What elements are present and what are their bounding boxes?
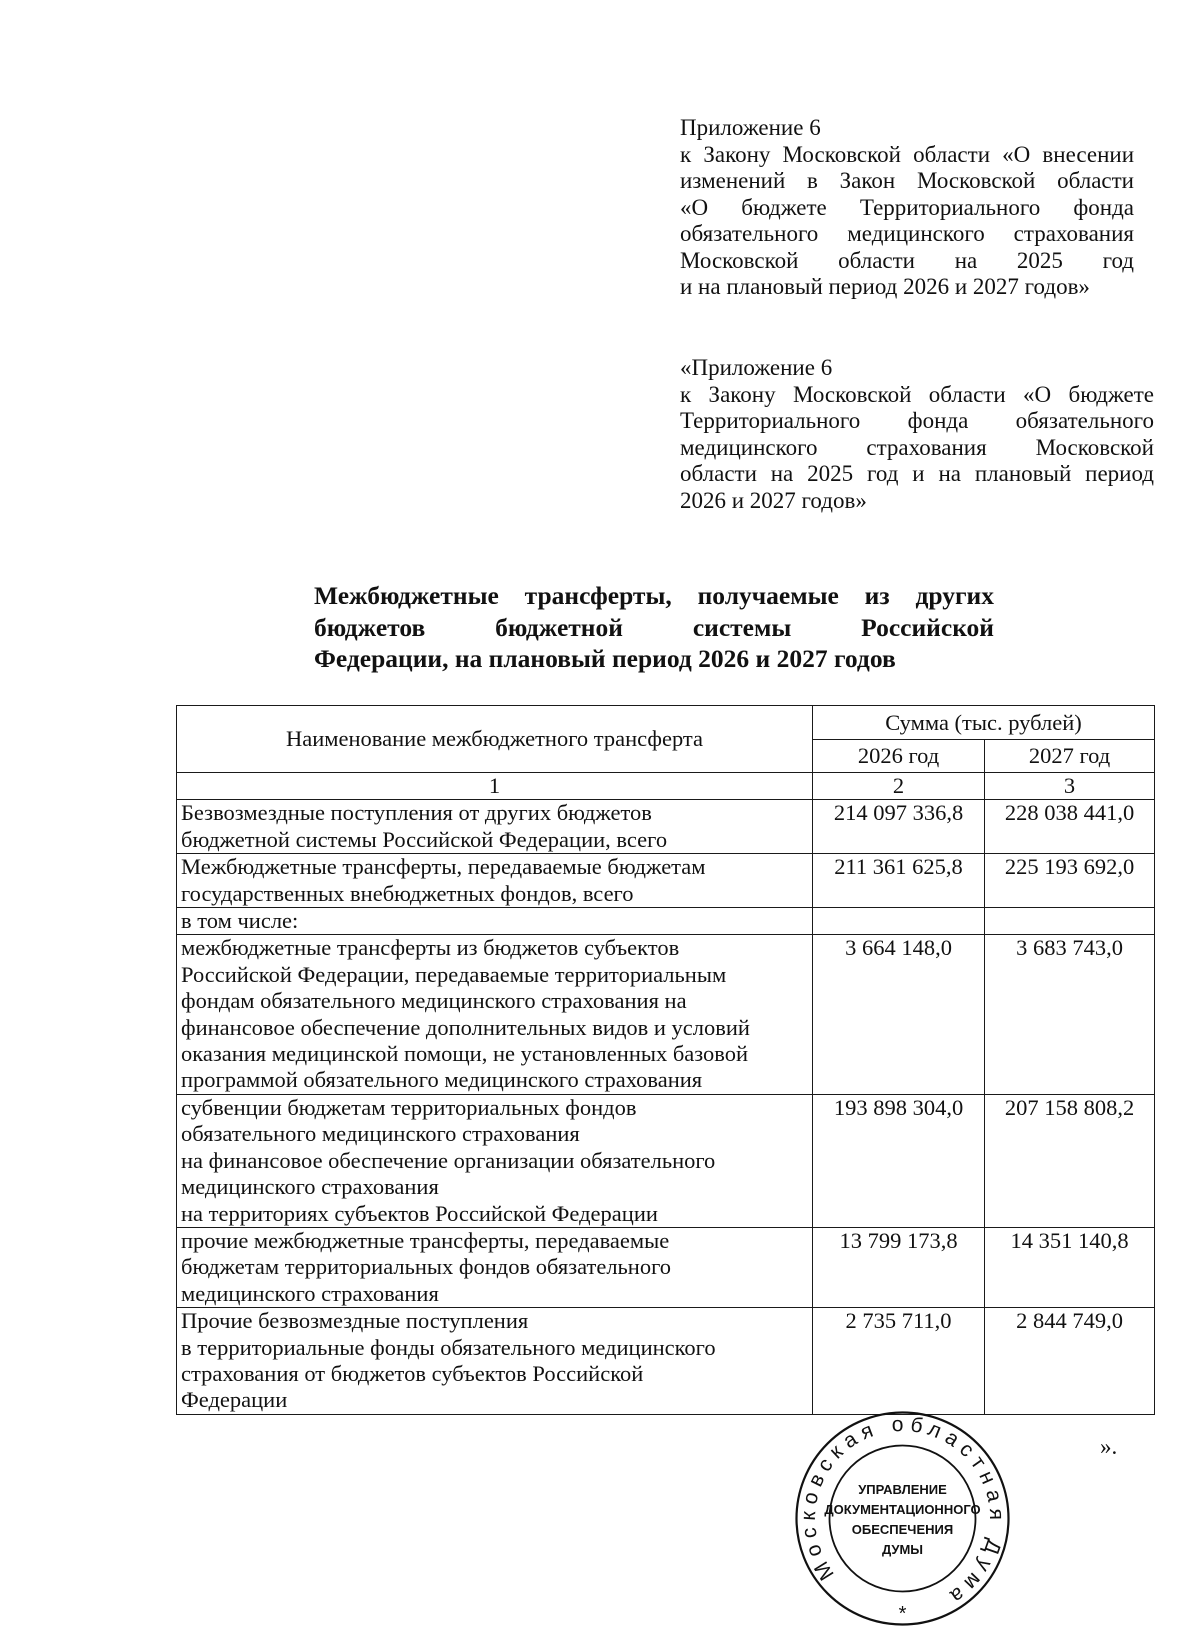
annex-line: к Закону Московской области «О бюджете [680,381,1154,407]
transfer-name-line: медицинского страхования [181,1280,439,1306]
transfer-name-cell [177,908,813,935]
amount-2027-cell: 2 844 749,0 [985,1308,1155,1415]
transfer-name-line: Межбюджетные трансферты, передаваемые бюджетам [181,854,706,880]
transfer-name-line: прочие межбюджетные трансферты, передаваемые [181,1227,670,1253]
transfer-name-line: Безвозмездные поступления от других бюджетов [181,800,652,826]
header-sum-cell: Сумма (тыс. рублей) [813,706,1155,740]
transfer-name-line: оказания медицинской помощи, не установленных базовой [181,1041,749,1067]
annex-line: «О бюджете Территориального фонда [680,194,1134,220]
amount-2026-cell: 2 735 711,0 [813,1308,985,1415]
header-year-2026: 2026 год [813,740,985,773]
transfer-name-line: страхования от бюджетов субъектов Российской [181,1360,644,1386]
transfer-name-line: Российской Федерации, передаваемые территориальным [181,961,727,987]
transfer-name-line: на территориях субъектов Российской Федерации [181,1200,658,1226]
column-number: 2 [813,773,985,800]
transfer-name-line: на финансовое обеспечение организации обязательного [181,1147,716,1173]
seal-icon [790,1406,1015,1631]
table-row [177,1227,1155,1307]
annex-line: и на плановый период 2026 и 2027 годов» [680,274,1090,299]
amount-2027-cell: 3 683 743,0 [985,935,1155,1094]
transfer-name-cell [177,1308,813,1415]
table-row [177,935,1155,1094]
document-title [314,580,994,675]
transfer-name-cell [177,800,813,854]
transfer-name-line: в территориальные фонды обязательного медицинского [181,1334,716,1360]
table-row [177,854,1155,908]
annex-line: медицинского страхования Московской [680,434,1154,460]
amount-2026-cell: 3 664 148,0 [813,935,985,1094]
header-name-cell: Наименование межбюджетного трансферта [177,706,813,773]
official-seal [790,1406,1015,1631]
seal-center-line: ОБЕСПЕЧЕНИЯ [851,1522,954,1537]
amount-2026-cell: 214 097 336,8 [813,800,985,854]
transfer-name-line: бюджетам территориальных фондов обязательного [181,1254,672,1280]
transfer-name-cell [177,935,813,1094]
amount-2027-cell: 225 193 692,0 [985,854,1155,908]
closing-quote: ». [1100,1434,1118,1459]
transfer-name-line: межбюджетные трансферты из бюджетов субъектов [181,935,680,961]
header-row [177,706,1155,740]
amount-2026-cell: 193 898 304,0 [813,1094,985,1227]
transfer-name-line: обязательного медицинского страхования [181,1121,580,1147]
annex-line: «Приложение 6 [680,355,833,380]
annex-line: к Закону Московской области «О внесении [680,141,1134,167]
header-year-2027: 2027 год [985,740,1155,773]
transfer-name-line: медицинского страхования [181,1174,439,1200]
title-line: бюджетов бюджетной системы Российской [314,612,994,642]
seal-star: * [898,1603,907,1625]
transfer-name-line: программой обязательного медицинского страхования [181,1067,703,1093]
annex-line: изменений в Закон Московской области [680,168,1134,193]
transfer-name-line: финансовое обеспечение дополнительных видов и условий [181,1014,750,1040]
annex-line: Приложение 6 [680,115,821,140]
table-row [177,800,1155,854]
title-line: Межбюджетные трансферты, получаемые из других [314,581,994,610]
table-row [177,1094,1155,1227]
annex-header-amending [680,115,1134,301]
amount-2027-cell: 228 038 441,0 [985,800,1155,854]
amount-2027-cell: 207 158 808,2 [985,1094,1155,1227]
transfer-name-line: в том числе: [181,908,299,934]
seal-ring-text: Московская областная Дума [796,1412,1009,1612]
transfer-name-line: государственных внебюджетных фондов, всего [181,880,634,906]
column-number: 3 [985,773,1155,800]
transfer-name-line: Прочие безвозмездные поступления [181,1308,529,1334]
annex-line: 2026 и 2027 годов» [680,487,867,513]
amount-2026-cell [813,908,985,935]
transfer-name-line: фондам обязательного медицинского страхования на [181,988,687,1014]
transfer-name-line: Федерации [181,1387,288,1413]
annex-line: Территориального фонда обязательного [680,408,1154,433]
annex-header-original [680,355,1154,514]
transfer-name-line: субвенции бюджетам территориальных фондов [181,1094,637,1120]
transfer-name-cell [177,1094,813,1227]
amount-2027-cell [985,908,1155,935]
seal-center-line: ДОКУМЕНТАЦИОННОГО [824,1502,981,1517]
transfer-name-cell [177,1227,813,1307]
amount-2026-cell: 211 361 625,8 [813,854,985,908]
column-number-row [177,773,1155,800]
transfers-table [176,705,1155,1415]
table-row [177,908,1155,935]
column-number: 1 [177,773,813,800]
amount-2027-cell: 14 351 140,8 [985,1227,1155,1307]
amount-2026-cell: 13 799 173,8 [813,1227,985,1307]
table-row [177,1308,1155,1415]
annex-line: Московской области на 2025 год [680,247,1134,273]
transfer-name-cell [177,854,813,908]
title-line: Федерации, на плановый период 2026 и 2027 годов [314,644,896,673]
transfer-name-line: бюджетной системы Российской Федерации, всего [181,826,668,852]
annex-line: области на 2025 год и на плановый период [680,461,1154,486]
seal-center-line: ДУМЫ [881,1542,924,1557]
annex-line: обязательного медицинского страхования [680,221,1134,246]
seal-center-line: УПРАВЛЕНИЕ [858,1482,947,1497]
